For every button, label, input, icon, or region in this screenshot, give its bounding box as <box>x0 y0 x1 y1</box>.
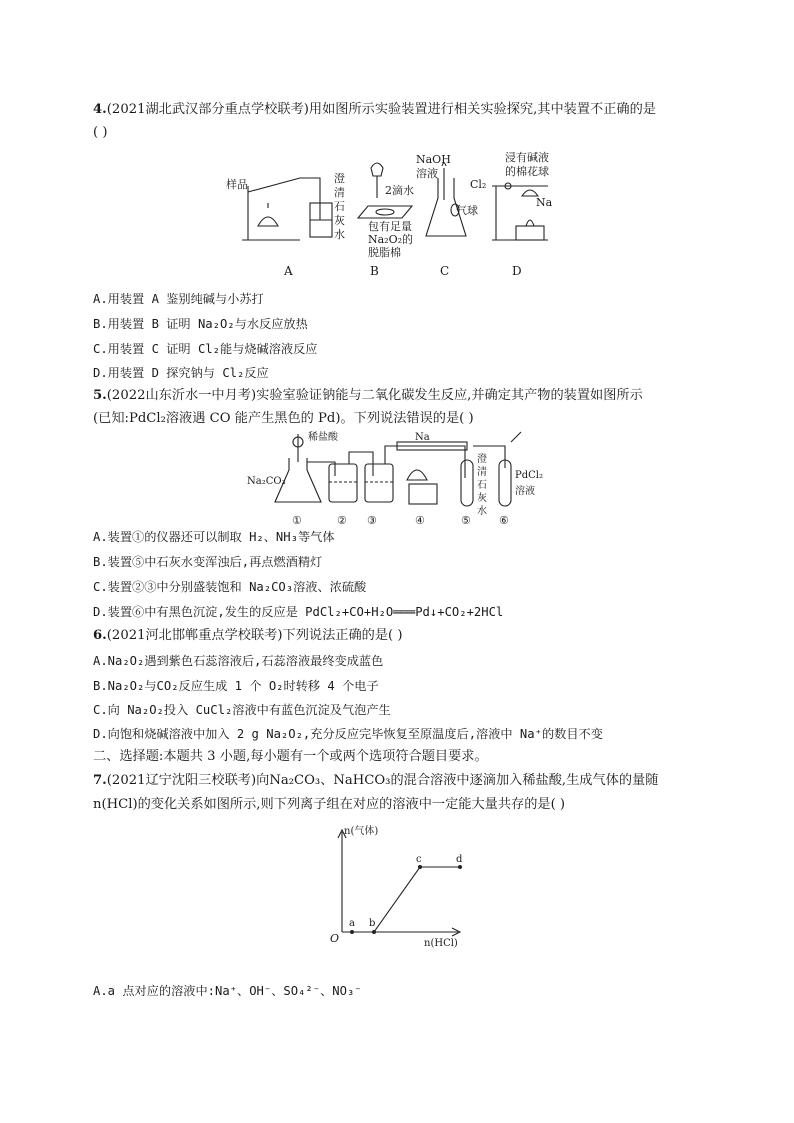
q4-a-lime-2: 清 <box>334 186 345 199</box>
q7-stem-line <box>93 772 658 790</box>
q5-num-5: ⑤ <box>461 514 471 527</box>
q4-option-c: C.用装置 C 证明 Cl₂能与烧碱溶液反应 <box>93 342 318 356</box>
q4-option-b: B.用装置 B 证明 Na₂O₂与水反应放热 <box>93 317 308 331</box>
q4-a-lime-4: 灰 <box>334 214 345 227</box>
q5-stem: (2022山东沂水一中月考)实验室验证钠能与二氧化碳发生反应,并确定其产物的装置如图所示 <box>106 388 643 403</box>
q4-b-cotton-1: 包有足量 <box>368 220 412 233</box>
q5-lime-1: 澄 <box>477 454 487 465</box>
q5-pdcl2-2: 溶液 <box>515 486 535 497</box>
q5-num-6: ⑥ <box>499 514 509 527</box>
q6-stem-line <box>93 627 403 645</box>
q4-label-c: C <box>440 264 450 278</box>
q4-a-lime-3: 石 <box>334 200 345 213</box>
q7-point-a: a <box>349 918 355 929</box>
q4-label-d: D <box>512 264 522 278</box>
q4-option-d: D.用装置 D 探究钠与 Cl₂反应 <box>93 366 269 380</box>
q5-option-a: A.装置①的仪器还可以制取 H₂、NH₃等气体 <box>93 530 335 544</box>
q6-stem: (2021河北邯郸重点学校联考)下列说法正确的是( ) <box>106 628 403 643</box>
q4-d-cotton-1: 浸有碱液 <box>505 151 549 164</box>
q4-label-b: B <box>370 264 379 278</box>
q4-c-naoh-2: 溶液 <box>416 167 438 180</box>
q6-option-b: B.Na₂O₂与CO₂反应生成 1 个 O₂时转移 4 个电子 <box>93 679 379 693</box>
q4-d-cotton-2: 的棉花球 <box>505 165 549 178</box>
q5-num-4: ④ <box>415 514 425 527</box>
q7-option-a: A.a 点对应的溶液中:Na⁺、OH⁻、SO₄²⁻、NO₃⁻ <box>93 984 362 998</box>
q5-lime-2: 清 <box>477 467 487 478</box>
q4-label-a: A <box>284 264 293 278</box>
q4-b-cotton-2: Na₂O₂的 <box>368 233 414 246</box>
q5-option-b: B.装置⑤中石灰水变浑浊后,再点燃酒精灯 <box>93 555 323 569</box>
q5-num-3: ③ <box>367 514 377 527</box>
q7-point-d: d <box>456 854 463 865</box>
q7-ylabel: n(气体) <box>344 826 379 837</box>
q4-stem: (2021湖北武汉部分重点学校联考)用如图所示实验装置进行相关实验探究,其中装置不正确的是 <box>106 102 656 117</box>
q5-lime-5: 水 <box>477 506 487 517</box>
q5-figure <box>245 428 543 528</box>
section-2-heading: 二、选择题:本题共 3 小题,每小题有一个或两个选项符合题目要求。 <box>93 749 488 764</box>
q4-c-naoh-1: NaOH <box>416 153 451 166</box>
q4-a-sample: 样品 <box>226 178 248 191</box>
q7-stem-line2: n(HCl)的变化关系如图所示,则下列离子组在对应的溶液中一定能大量共存的是( ) <box>93 797 566 812</box>
q4-option-a: A.用装置 A 鉴别纯碱与小苏打 <box>93 292 264 306</box>
q4-number: 4. <box>93 102 107 117</box>
q5-na: Na <box>415 432 430 443</box>
q4-d-cl2: Cl₂ <box>470 178 487 191</box>
q7-graph <box>322 822 482 952</box>
q5-na2co3: Na₂CO₃ <box>247 476 286 487</box>
q7-point-c: c <box>416 854 422 865</box>
q7-point-b: b <box>369 918 376 929</box>
q4-blank: ( ) <box>93 125 108 140</box>
q5-lime-3: 石 <box>477 480 487 491</box>
q5-number: 5. <box>93 388 107 403</box>
q4-b-cotton-3: 脱脂棉 <box>368 246 401 259</box>
q5-num-2: ② <box>337 514 347 527</box>
q4-a-lime-1: 澄 <box>334 172 345 185</box>
q6-number: 6. <box>93 628 107 643</box>
q4-c-balloon: 气球 <box>456 204 478 217</box>
q7-xlabel: n(HCl) <box>424 938 458 949</box>
q5-option-c: C.装置②③中分别盛装饱和 Na₂CO₃溶液、浓硫酸 <box>93 580 367 594</box>
q4-a-lime-5: 水 <box>334 228 345 241</box>
q6-option-d: D.向饱和烧碱溶液中加入 2 g Na₂O₂,充分反应完毕恢复至原温度后,溶液中 Na⁺的数目不变 <box>93 727 603 741</box>
q5-num-1: ① <box>292 514 302 527</box>
q5-lime-4: 灰 <box>477 493 487 504</box>
q5-acid: 稀盐酸 <box>308 432 338 443</box>
q7-number: 7. <box>93 773 107 788</box>
q4-d-na: Na <box>536 196 553 209</box>
q4-stem-line <box>93 101 656 119</box>
q6-option-c: C.向 Na₂O₂投入 CuCl₂溶液中有蓝色沉淀及气泡产生 <box>93 703 391 717</box>
q5-stem-line2: (已知:PdCl₂溶液遇 CO 能产生黑色的 Pd)。下列说法错误的是( ) <box>93 411 474 426</box>
q5-pdcl2-1: PdCl₂ <box>515 470 543 481</box>
q4-b-water: 2滴水 <box>385 184 414 197</box>
q5-option-d: D.装置⑥中有黑色沉淀,发生的反应是 PdCl₂+CO+H₂O═══Pd↓+CO₂+2HCl <box>93 605 504 619</box>
q6-option-a: A.Na₂O₂遇到紫色石蕊溶液后,石蕊溶液最终变成蓝色 <box>93 654 384 668</box>
q4-figure <box>226 148 560 283</box>
q5-stem-line <box>93 387 643 405</box>
q7-origin: O <box>330 932 340 945</box>
q7-stem: (2021辽宁沈阳三校联考)向Na₂CO₃、NaHCO₃的混合溶液中逐滴加入稀盐酸,生成气体的量随 <box>106 773 659 788</box>
